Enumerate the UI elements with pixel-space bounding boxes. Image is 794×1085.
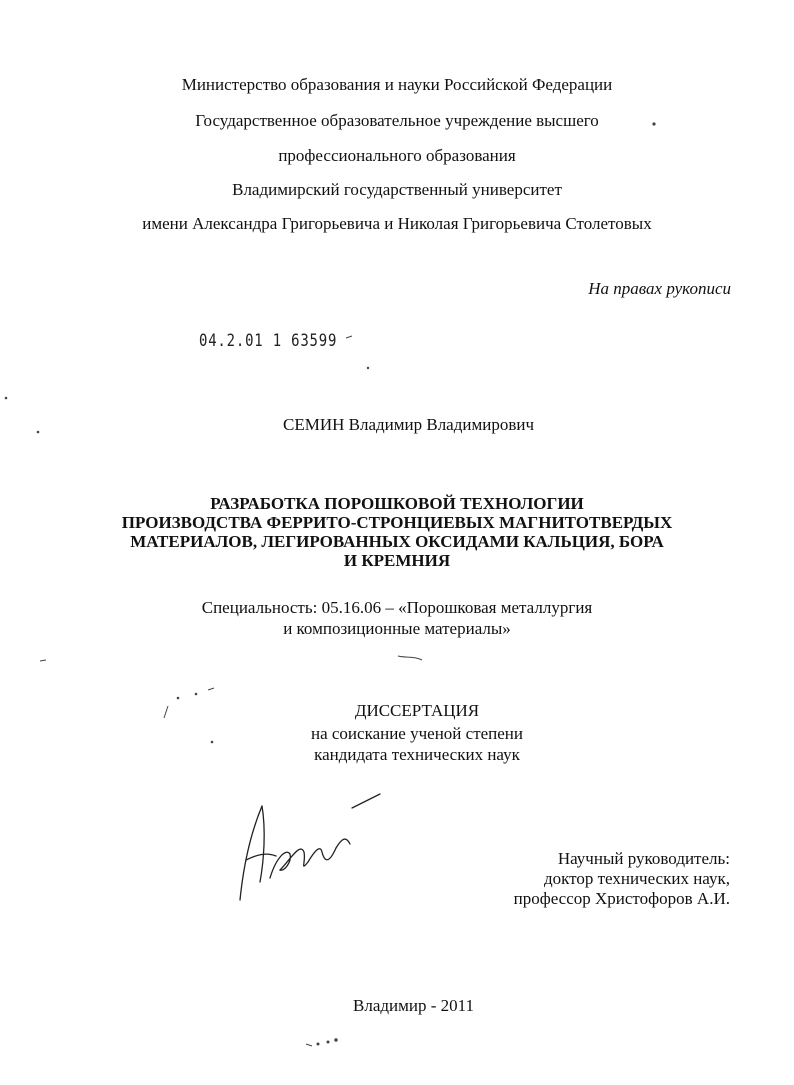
title-line: ПРОИЗВОДСТВА ФЕРРИТО-СТРОНЦИЕВЫХ МАГНИТОТВЕРДЫХ	[121, 513, 673, 532]
dissertation-line-1: на соискание ученой степени	[310, 724, 524, 743]
title-line: РАЗРАБОТКА ПОРОШКОВОЙ ТЕХНОЛОГИИ	[210, 494, 584, 513]
ministry-line: Министерство образования и науки Российской Федерации	[181, 75, 613, 94]
registry-code: 04.2.01 1 63599	[199, 331, 338, 351]
supervisor-degree: доктор технических наук,	[543, 869, 730, 888]
specialty-line-2: и композиционные материалы»	[283, 619, 511, 638]
supervisor-name: профессор Христофоров А.И.	[513, 889, 730, 908]
author-name: СЕМИН Владимир Владимирович	[283, 415, 535, 434]
title-line: И КРЕМНИЯ	[343, 551, 451, 570]
institution-line-2: профессионального образования	[278, 146, 516, 165]
signature-icon	[240, 794, 380, 900]
dissertation-line-2: кандидата технических наук	[314, 745, 520, 764]
title-line: МАТЕРИАЛОВ, ЛЕГИРОВАННЫХ ОКСИДАМИ КАЛЬЦИЯ, БОРА	[130, 532, 664, 551]
dissertation-heading: ДИССЕРТАЦИЯ	[354, 701, 480, 720]
institution-line-1: Государственное образовательное учреждение высшего	[195, 111, 599, 130]
scan-specks	[5, 123, 655, 1046]
city-year: Владимир - 2011	[353, 996, 475, 1015]
specialty-line-1: Специальность: 05.16.06 – «Порошковая металлургия	[201, 598, 593, 617]
manuscript-note: На правах рукописи	[588, 279, 731, 298]
supervisor-role: Научный руководитель:	[557, 849, 730, 868]
university-name-line: имени Александра Григорьевича и Николая Григорьевича Столетовых	[142, 214, 652, 233]
university-line: Владимирский государственный университет	[232, 180, 562, 199]
